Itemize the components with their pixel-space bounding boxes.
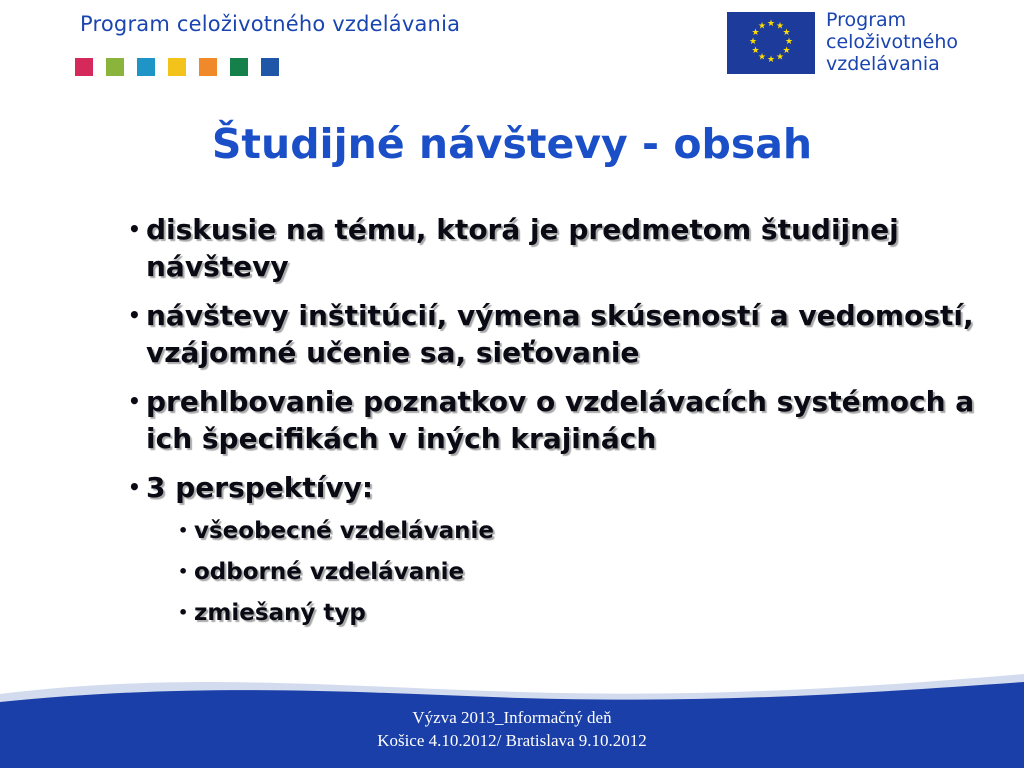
color-square [137,58,155,76]
sub-bullet-item [178,559,988,585]
sub-bullet-text: všeobecné vzdelávanie [194,518,494,544]
bullet-dot-icon: • [128,475,141,499]
bullet-dot-icon: • [178,562,189,581]
bullet-item [128,211,988,285]
bullet-dot-icon: • [128,303,141,327]
footer-text [0,706,1024,752]
logo-line: vzdelávania [826,53,940,75]
sub-bullet-list [146,518,988,626]
footer-line: Košice 4.10.2012/ Bratislava 9.10.2012 [377,731,647,750]
svg-text:★: ★ [784,37,794,47]
color-square [261,58,279,76]
svg-text:★: ★ [766,55,776,65]
bullet-dot-icon: • [178,603,189,622]
svg-text:★: ★ [757,21,767,32]
svg-text:★: ★ [757,52,767,63]
svg-text:★: ★ [748,37,758,47]
slide-title: Študijné návštevy - obsah [211,120,813,168]
bullet-list [128,211,988,641]
bullet-item [128,383,988,457]
svg-text:★: ★ [782,46,791,56]
color-square [168,58,186,76]
svg-text:★: ★ [751,28,760,38]
svg-text:★: ★ [751,46,760,56]
footer-line: Výzva 2013_Informačný deň [412,708,612,727]
program-title: Program celoživotného vzdelávania [80,12,461,36]
sub-bullet-text: odborné vzdelávanie [194,559,465,585]
bullet-text: návštevy inštitúcií, výmena skúseností a vedomostí, vzájomné učenie sa, sieťovanie [146,299,974,369]
svg-text:★: ★ [766,19,776,29]
bullet-item [128,469,988,626]
color-square [75,58,93,76]
color-square [230,58,248,76]
bullet-text: prehlbovanie poznatkov o vzdelávacích systémoch a ich špecifikách v iných krajinách [146,385,975,455]
bullet-text: diskusie na tému, ktorá je predmetom študijnej návštevy [146,213,899,283]
bullet-dot-icon: • [178,521,189,540]
color-square [106,58,124,76]
svg-text:★: ★ [782,28,791,38]
sub-bullet-item [178,518,988,544]
bullet-item [128,297,988,371]
svg-text:★: ★ [775,21,785,32]
logo-line: celoživotného [826,31,959,53]
bullet-dot-icon: • [128,389,141,413]
eu-flag-icon [727,12,815,74]
program-logo-text [826,9,958,75]
logo-line: Program [826,9,907,31]
svg-text:★: ★ [775,52,785,63]
color-squares [75,58,279,76]
color-square [199,58,217,76]
sub-bullet-text: zmiešaný typ [194,600,366,626]
bullet-text: 3 perspektívy: [146,471,374,504]
bullet-dot-icon: • [128,217,141,241]
sub-bullet-item [178,600,988,626]
